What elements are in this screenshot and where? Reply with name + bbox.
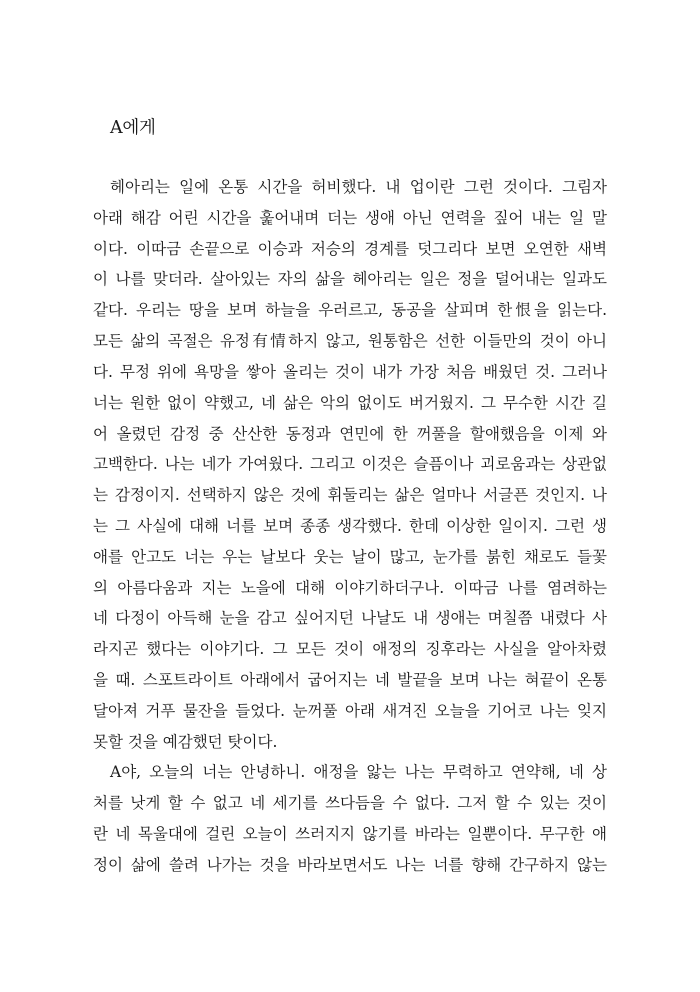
body-line: 같다. 우리는 땅을 보며 하늘을 우러르고, 동공을 살피며 한恨을 읽는다. bbox=[93, 301, 607, 320]
letter-body bbox=[93, 172, 607, 881]
body-line: 어 올렸던 감정 중 산산한 동정과 연민에 한 꺼풀을 할애했음을 이제 와 bbox=[93, 424, 607, 443]
body-line: 는 감정이지. 선택하지 않은 것에 휘둘리는 삶은 얼마나 서글픈 것인지. 나 bbox=[93, 486, 607, 505]
body-line: 의 아름다움과 지는 노을에 대해 이야기하더구나. 이따금 나를 염려하는 bbox=[93, 578, 607, 597]
body-line: 못할 것을 예감했던 탓이다. bbox=[93, 732, 278, 751]
body-line: 처를 낫게 할 수 없고 네 세기를 쓰다듬을 수 없다. 그저 할 수 있는 것이 bbox=[93, 794, 607, 813]
body-line: 달아져 거푸 물잔을 들었다. 눈꺼풀 아래 새겨진 오늘을 기어코 나는 잊지 bbox=[93, 701, 607, 720]
body-line: 이다. 이따금 손끝으로 이승과 저승의 경계를 덧그리다 보면 오연한 새벽 bbox=[93, 239, 607, 258]
letter-salutation: A에게 bbox=[110, 118, 156, 138]
body-line: 정이 삶에 쓸려 나가는 것을 바라보면서도 나는 너를 향해 간구하지 않는 bbox=[93, 855, 607, 874]
body-line: 너는 원한 없이 약했고, 네 삶은 악의 없이도 버거웠지. 그 무수한 시간 길 bbox=[93, 393, 607, 412]
body-line: 아래 해감 어린 시간을 훑어내며 더는 생애 아닌 연력을 짚어 내는 일 말 bbox=[93, 208, 607, 227]
body-line: 애를 안고도 너는 우는 날보다 웃는 날이 많고, 눈가를 붉힌 채로도 들꽃 bbox=[93, 547, 607, 566]
body-line: 네 다정이 아득해 눈을 감고 싶어지던 나날도 내 생애는 며칠쯤 내렸다 사 bbox=[93, 609, 607, 628]
body-line: 헤아리는 일에 온통 시간을 허비했다. 내 업이란 그런 것이다. 그림자 bbox=[110, 178, 607, 196]
body-line: 모든 삶의 곡절은 유정有情하지 않고, 원통함은 선한 이들만의 것이 아니 bbox=[93, 332, 607, 351]
body-line: 이 나를 맞더라. 살아있는 자의 삶을 헤아리는 일은 정을 덜어내는 일과도 bbox=[93, 270, 607, 289]
body-line: 다. 무정 위에 욕망을 쌓아 올리는 것이 내가 가장 처음 배웠던 것. 그러나 bbox=[93, 362, 607, 381]
body-line: A야, 오늘의 너는 안녕하니. 애정을 앓는 나는 무력하고 연약해, 네 상 bbox=[110, 763, 607, 782]
body-line: 을 때. 스포트라이트 아래에서 굽어지는 네 발끝을 보며 나는 혀끝이 온통 bbox=[93, 671, 607, 689]
body-line: 고백한다. 나는 네가 가여웠다. 그리고 이것은 슬픔이나 괴로움과는 상관없 bbox=[93, 455, 607, 474]
body-line: 라지곤 했다는 이야기다. 그 모든 것이 애정의 징후라는 사실을 알아차렸 bbox=[93, 640, 607, 659]
body-line: 란 네 목울대에 걸린 오늘이 쓰러지지 않기를 바라는 일뿐이다. 무구한 애 bbox=[93, 825, 607, 844]
body-line: 는 그 사실에 대해 너를 보며 종종 생각했다. 한데 이상한 일이지. 그런 생 bbox=[93, 516, 607, 535]
